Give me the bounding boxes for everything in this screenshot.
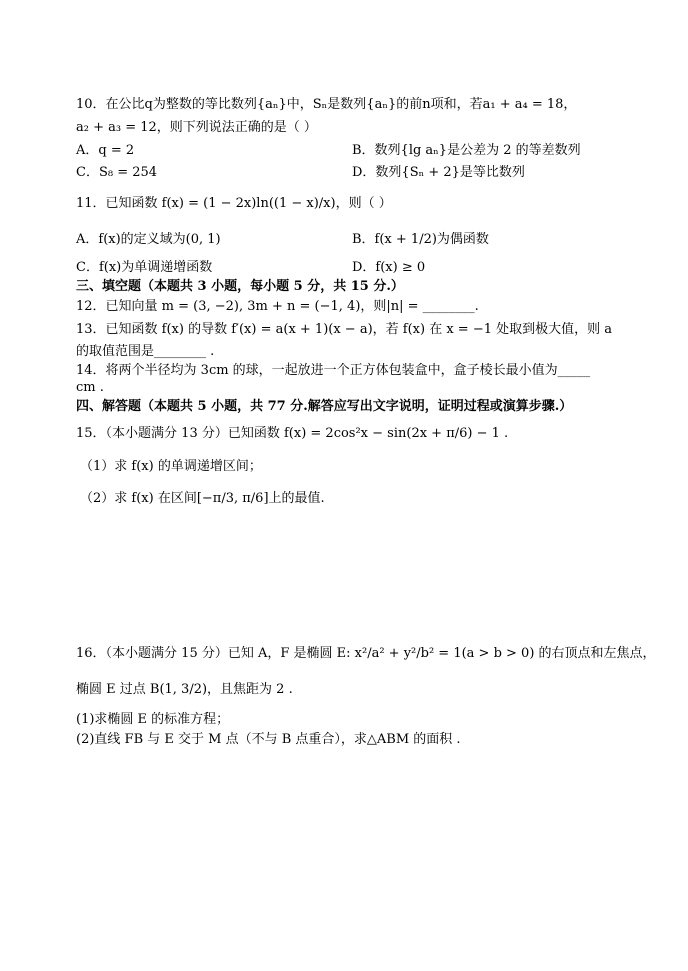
q15-part2: （2）求 f(x) 在区间[−π/3, π/6]上的最值. xyxy=(80,491,325,506)
q11-stem: 11．已知函数 f(x) = (1 − 2x)ln((1 − x)/x)，则（ ） xyxy=(76,196,392,211)
section-4-header: 四、解答题（本题共 5 小题，共 77 分.解答应写出文字说明，证明过程或演算步骤.） xyxy=(76,399,573,414)
q13-line2: 的取值范围是________ . xyxy=(76,344,215,359)
q16-part1: (1)求椭圆 E 的标准方程； xyxy=(76,712,230,727)
q11-option-b: B．f(x + 1/2)为偶函数 xyxy=(352,232,489,247)
q10-option-b: B．数列{lg aₙ}是公差为 2 的等差数列 xyxy=(352,143,581,158)
q12-text: 12．已知向量 m = (3, −2), 3m + n = (−1, 4)，则|n| = ________. xyxy=(76,299,479,314)
q15-stem: 15．（本小题满分 13 分）已知函数 f(x) = 2cos²x − sin(2x + π/6) − 1 . xyxy=(76,426,509,441)
q16-part2: (2)直线 FB 与 E 交于 M 点（不与 B 点重合），求△ABM 的面积 . xyxy=(76,732,461,747)
q14-line1: 14．将两个半径均为 3cm 的球，一起放进一个正方体包装盒中，盒子棱长最小值为_____ xyxy=(76,363,591,378)
q15-part1: （1）求 f(x) 的单调递增区间； xyxy=(80,459,262,474)
q10-option-c: C．S₈ = 254 xyxy=(76,165,158,180)
q11-option-d: D．f(x) ≥ 0 xyxy=(352,260,426,275)
q13-line1: 13．已知函数 f(x) 的导数 f′(x) = a(x + 1)(x − a)，若 f(x) 在 x = −1 处取到极大值，则 a xyxy=(76,322,613,337)
q16-stem-line1: 16．（本小题满分 15 分）已知 A，F 是椭圆 E: x²/a² + y²/b² = 1(a > b > 0) 的右顶点和左焦点， xyxy=(76,646,656,661)
q10-option-a: A．q = 2 xyxy=(76,143,135,158)
q11-option-a: A．f(x)的定义域为(0, 1) xyxy=(76,232,221,247)
q10-stem-line2: a₂ + a₃ = 12，则下列说法正确的是（ ） xyxy=(76,120,317,135)
q14-line2: cm . xyxy=(76,380,104,395)
section-3-header: 三、填空题（本题共 3 小题，每小题 5 分，共 15 分.） xyxy=(76,279,404,294)
q16-stem-line2: 椭圆 E 过点 B(1, 3/2)，且焦距为 2 . xyxy=(76,682,293,697)
q11-option-c: C．f(x)为单调递增函数 xyxy=(76,260,213,275)
q10-option-d: D．数列{Sₙ + 2}是等比数列 xyxy=(352,165,525,180)
q10-stem-line1: 10．在公比q为整数的等比数列{aₙ}中，Sₙ是数列{aₙ}的前n项和，若a₁ + a₄ = 18， xyxy=(76,97,577,112)
